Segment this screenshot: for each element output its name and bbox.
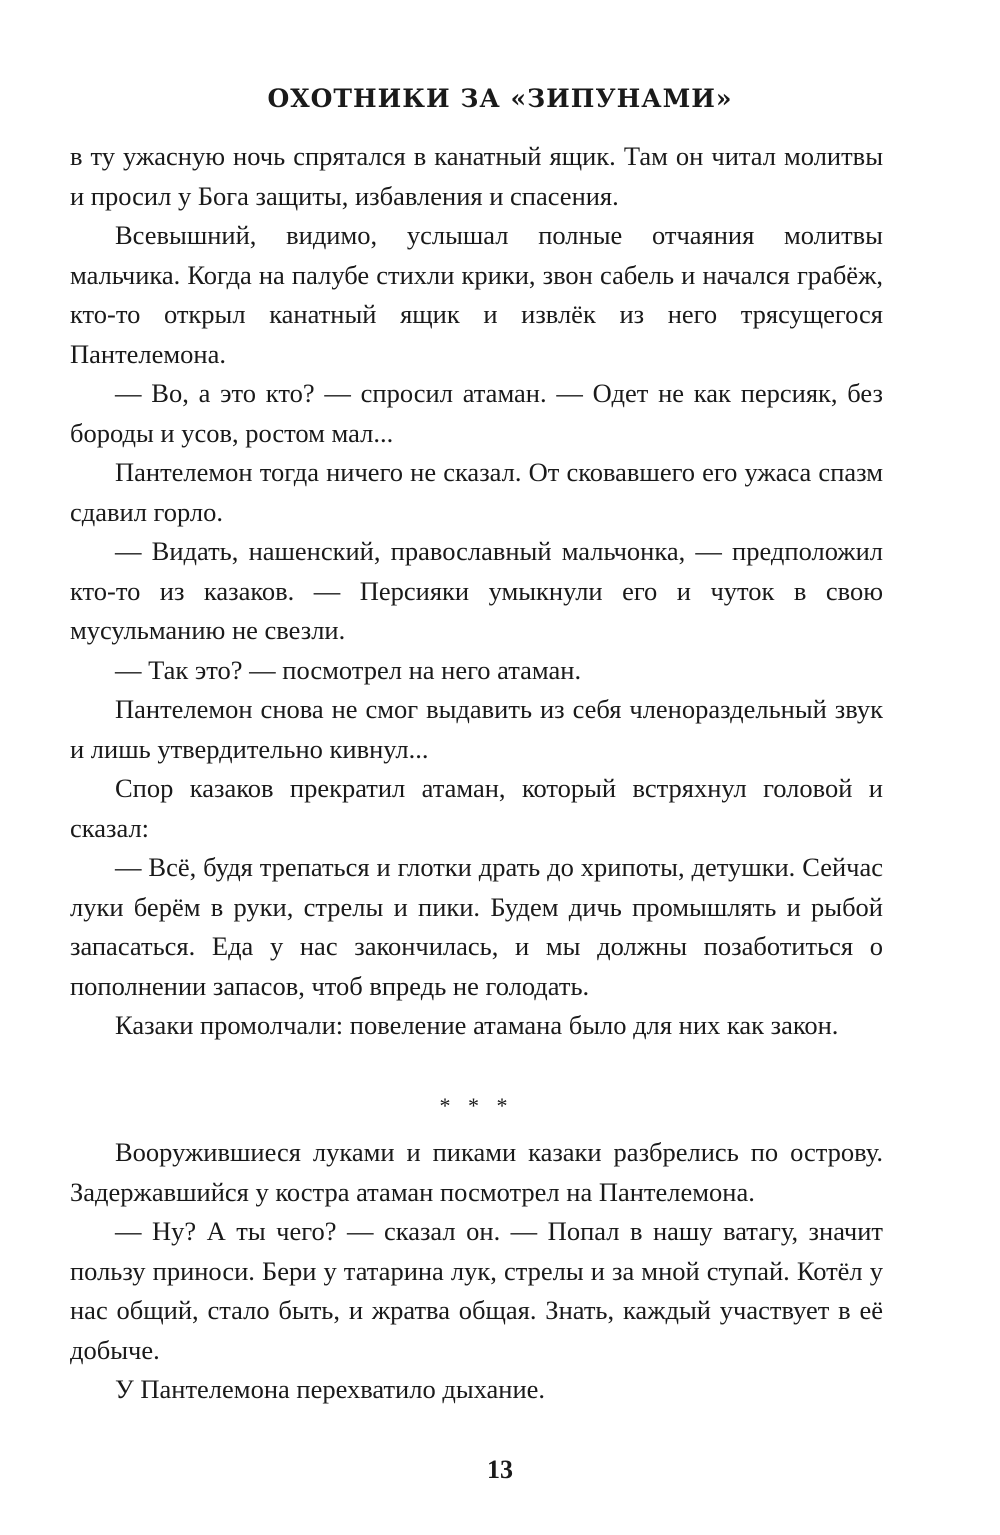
paragraph: Пантелемон тогда ничего не сказал. От сковавшего его ужаса спазм сдавил горло. [70,457,883,527]
paragraph: — Видать, нашенский, православный мальчонка, — предположил кто-то из казаков. — Персияки умыкнули его и чуток в свою мусульманию не свезли. [70,536,883,645]
paragraph: в ту ужасную ночь спрятался в канатный ящик. Там он читал молитвы и просил у Бога защиты, избавления и спасения. [70,141,883,211]
paragraph: Пантелемон снова не смог выдавить из себя членораздельный звук и лишь утвердительно кивнул... [70,694,883,764]
paragraph: Всевышний, видимо, услышал полные отчаяния молитвы мальчика. Когда на палубе стихли крики, звон сабель и начался грабёж, кто-то открыл канатный ящик и извлёк из него трясущегося Пантелемона. [70,220,883,369]
running-head-title: ОХОТНИКИ ЗА «ЗИПУНАМИ» [267,84,733,113]
paragraph: — Так это? — посмотрел на него атаман. [115,654,582,685]
paragraph: — Ну? А ты чего? — сказал он. — Попал в нашу ватагу, значит пользу приноси. Бери у татарина лук, стрелы и за мной ступай. Котёл у нас общий, стало быть, и жратва общая. Знать, каждый участвует в её добыче. [70,1216,883,1365]
body-text [70,137,883,1410]
section-break: * * * [439,1092,514,1118]
paragraph: Вооружившиеся луками и пиками казаки разбрелись по острову. Задержавшийся у костра атаман посмотрел на Пантелемона. [70,1137,883,1207]
paragraph: У Пантелемона перехватило дыхание. [115,1374,546,1404]
paragraph: — Во, а это кто? — спросил атаман. — Одет не как персияк, без бороды и усов, ростом мал... [70,378,883,448]
paragraph: Казаки промолчали: повеление атамана было для них как закон. [115,1010,839,1040]
page-number: 13 [487,1455,513,1484]
paragraph: Спор казаков прекратил атаман, который встряхнул головой и сказал: [70,773,883,843]
paragraph: — Всё, будя трепаться и глотки драть до хрипоты, детушки. Сейчас луки берём в руки, стрелы и пики. Будем дичь промышлять и рыбой запасаться. Еда у нас закончилась, и мы должны позаботиться о пополнении запасов, чтоб впредь не голодать. [70,852,883,1001]
